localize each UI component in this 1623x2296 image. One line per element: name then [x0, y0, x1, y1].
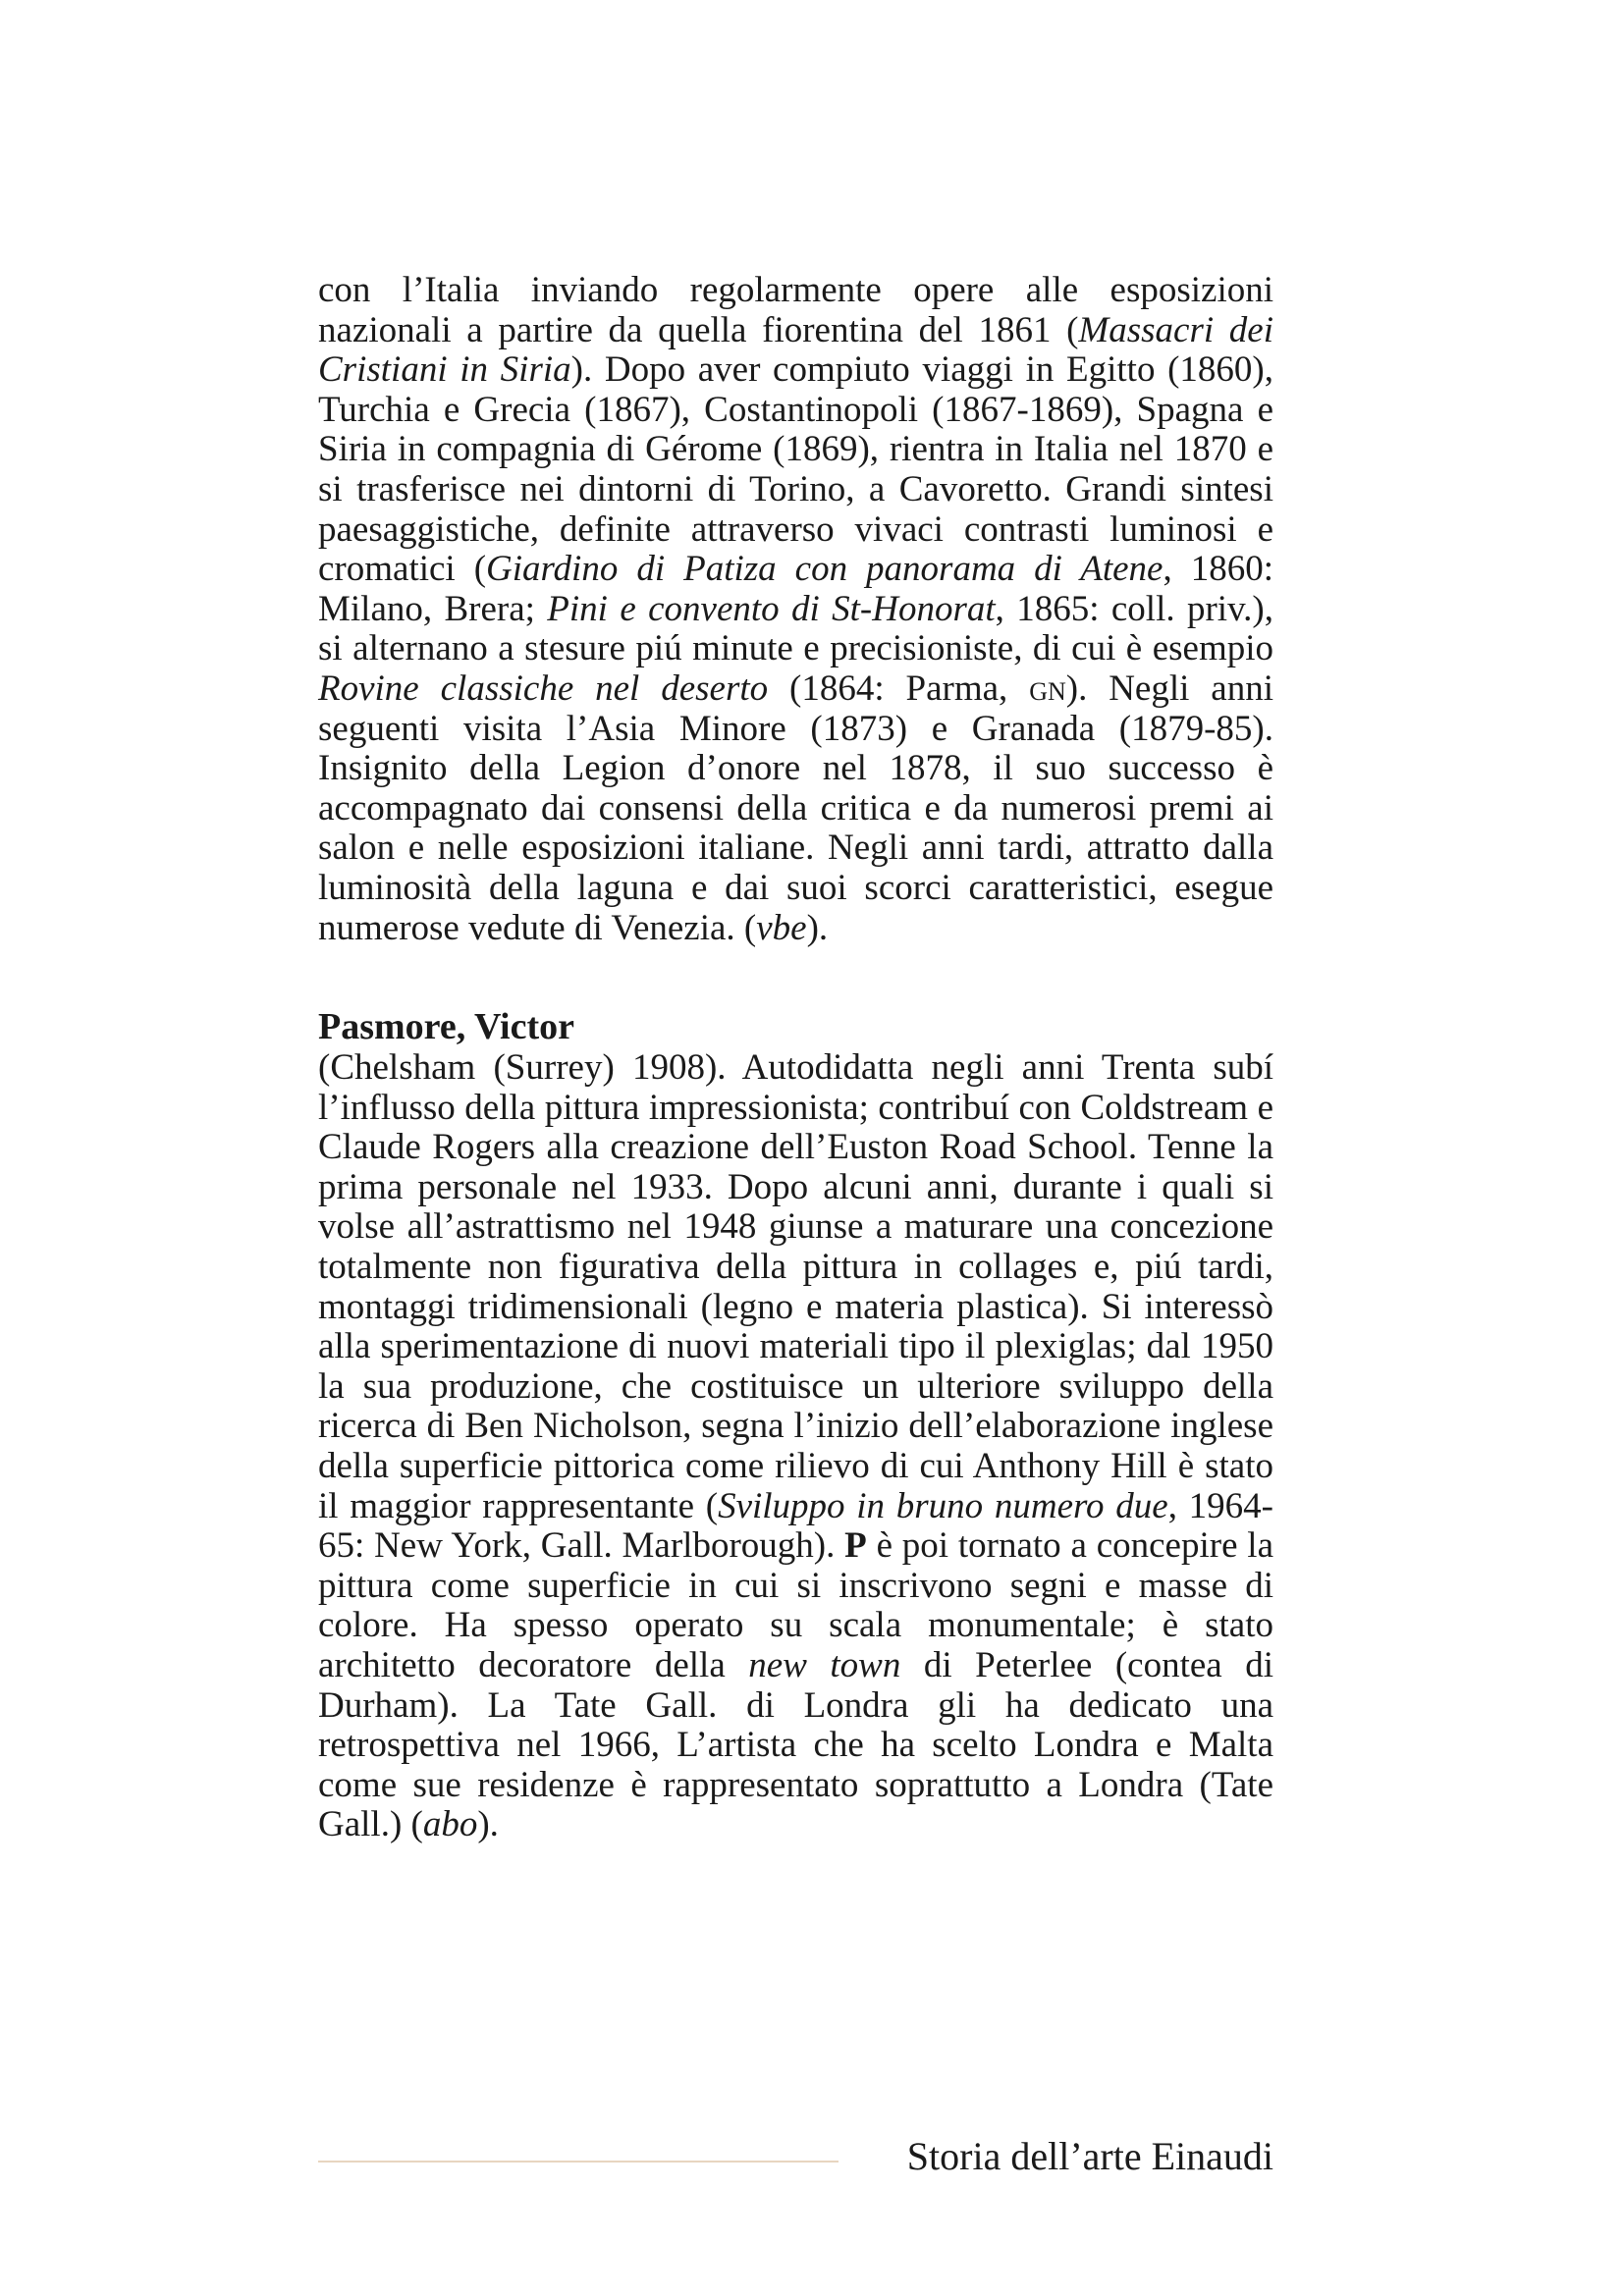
entry-heading-pasmore: Pasmore, Victor	[318, 1006, 574, 1048]
text-run: , 1964-65: New York, Gall. Marlborough).	[318, 1485, 1273, 1567]
artwork-title: Massacri dei Cristiani in Siria	[318, 309, 1273, 391]
text-run: , 1865: coll. priv.), si alternano a stesure piú minute e precisioniste, di cui è esempio	[318, 588, 1273, 669]
text-run: , 1860: Milano, Brera;	[318, 549, 1274, 629]
text-run: ).	[806, 907, 829, 948]
text-run: ).	[477, 1804, 499, 1845]
museum-abbreviation: gn	[1029, 667, 1066, 709]
entry-continued-paragraph	[318, 271, 1273, 948]
artwork-title: Rovine classiche nel deserto	[318, 667, 769, 709]
author-initials: vbe	[756, 907, 807, 948]
subject-abbreviation: P	[844, 1525, 867, 1567]
text-run: ). Negli anni seguenti visita l’Asia Minore (1873) e Granada (1879-85). Insignito della Legion d’onore nel 1878, il suo successo è accompagnato dai consensi della critica e da numerosi premi ai salon e nelle esposizioni italiane. Negli anni tardi, attratto dalla luminosità della laguna e dai suoi scorci caratteristici, esegue numerose vedute di Venezia. (	[318, 667, 1273, 948]
text-run: (Chelsham (Surrey) 1908). Autodidatta negli anni Trenta subí l’influsso della pittura impressionista; contribuí con Coldstream e Claude Rogers alla creazione dell’Euston Road School. Tenne la prima personale nel 1933. Dopo alcuni anni, durante i quali si volse all’astrattismo nel 1948 giunse a maturare una concezione totalmente non figurativa della pittura in collages e, piú tardi, montaggi tridimensionali (legno e materia plastica). Si interessò alla sperimentazione di nuovi materiali tipo il plexiglas; dal 1950 la sua produzione, che costituisce un ulteriore sviluppo della ricerca di Ben Nicholson, segna l’inizio dell’elaborazione inglese della superficie pittorica come rilievo di cui Anthony Hill è stato il maggior rappresentante (	[318, 1047, 1273, 1526]
footer-title: Storia dell’arte Einaudi	[906, 2134, 1273, 2178]
text-run: ). Dopo aver compiuto viaggi in Egitto (1860), Turchia e Grecia (1867), Costantinopoli (1867-1869), Spagna e Siria in compagnia di Gérome (1869), rientra in Italia nel 1870 e si trasferisce nei dintorni di Torino, a Cavoretto. Grandi sintesi paesaggistiche, definite attraverso vivaci contrasti luminosi e cromatici (	[318, 349, 1273, 590]
text-column	[318, 271, 1273, 1845]
text-run: è poi tornato a concepire la pittura come superficie in cui si inscrivono segni e masse di colore. Ha spesso operato su scala monumentale; è stato architetto decoratore della	[318, 1525, 1274, 1685]
artwork-title: Sviluppo in bruno numero due	[718, 1485, 1168, 1526]
text-run: (1864: Parma,	[768, 667, 1030, 709]
footer-rule	[318, 2161, 839, 2163]
italic-term: new town	[748, 1645, 901, 1685]
artwork-title: Pini e convento di St-Honorat	[547, 588, 996, 629]
page-footer	[318, 2132, 1273, 2181]
text-run: di Peterlee (contea di Durham). La Tate Gall. di Londra gli ha dedicato una retrospettiva nel 1966, L’artista che ha scelto Londra e Malta come sue residenze è rappresentato soprattutto a Londra (Tate Gall.) (	[318, 1645, 1273, 1845]
author-initials: abo	[422, 1804, 478, 1845]
artwork-title: Giardino di Patiza con panorama di Atene	[486, 549, 1163, 590]
entry-body-pasmore	[318, 1048, 1273, 1845]
text-run: con l’Italia inviando regolarmente opere alle esposizioni nazionali a partire da quella fiorentina del 1861 (	[318, 270, 1273, 350]
